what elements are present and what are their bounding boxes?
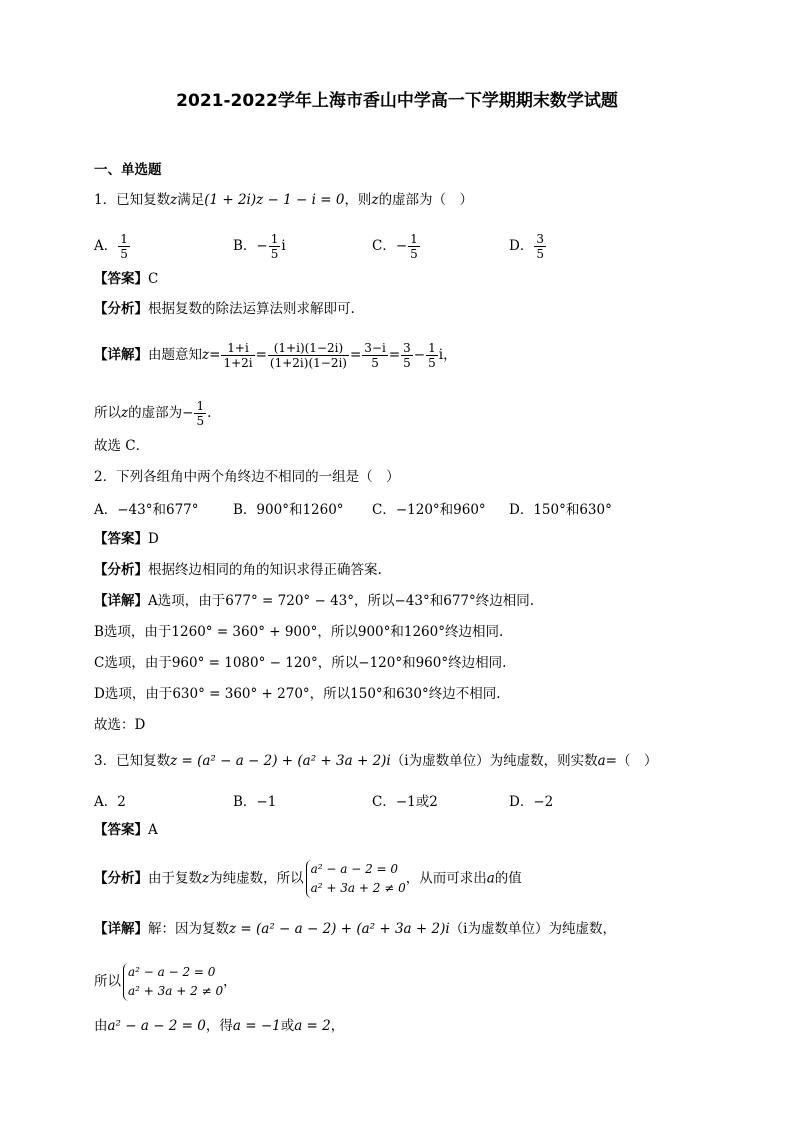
equation: a² − a − 2 = 0 xyxy=(107,1018,206,1034)
option-label: D． xyxy=(509,238,534,254)
var: z xyxy=(202,347,210,363)
page-title: 2021-2022学年上海市香山中学高一下学期期末数学试题 xyxy=(176,91,618,111)
equals: = xyxy=(349,347,362,363)
q1-answer xyxy=(94,270,158,288)
q1-analysis xyxy=(94,300,355,318)
q1-stem-text: 满足 xyxy=(177,192,205,208)
numerator: 1 xyxy=(120,232,128,246)
answer-tag: 【答案】 xyxy=(94,822,148,838)
detail-tag: 【详解】 xyxy=(94,593,148,609)
analysis-text: 的值 xyxy=(494,870,522,887)
q2-choose: 故选：D xyxy=(94,717,146,733)
q2-detail-a xyxy=(94,592,534,610)
q3-answer xyxy=(94,821,158,839)
detail-tag: 【详解】 xyxy=(94,347,148,363)
denominator: 5 xyxy=(196,414,205,428)
equation-system xyxy=(306,860,406,898)
text: 或 xyxy=(280,1018,295,1034)
answer-value: C xyxy=(148,271,159,287)
q1-stem-text: 的虚部为（ ） xyxy=(378,192,474,208)
q2-option-a: A．−43°和677° xyxy=(94,502,199,518)
denominator: 1+2i xyxy=(223,356,253,370)
q3-solve xyxy=(94,1017,344,1035)
q1-option-c xyxy=(372,232,421,261)
q1-detail xyxy=(94,341,457,370)
denominator: 5 xyxy=(410,247,418,261)
numerator: 1 xyxy=(196,399,205,413)
q3-analysis xyxy=(94,860,522,898)
q2-answer xyxy=(94,530,159,548)
stem-text: （i为虚数单位）为纯虚数，则实数 xyxy=(390,753,598,769)
fraction xyxy=(221,341,254,370)
denominator: 5 xyxy=(371,356,379,370)
answer-value: A xyxy=(148,822,158,838)
answer-value: D xyxy=(148,531,159,547)
analysis-text: ，从而可求出 xyxy=(405,870,487,887)
stem-text: =（ ） xyxy=(605,753,658,769)
sign: − xyxy=(395,238,408,254)
analysis-tag: 【分析】 xyxy=(94,562,148,578)
system-line: a² + 3a + 2 ≠ 0 xyxy=(128,984,224,998)
detail-text: 解：因为复数 xyxy=(148,921,229,937)
q1-stem-text: 1．已知复数 xyxy=(94,192,171,208)
punct: ， xyxy=(443,347,457,363)
denominator: 5 xyxy=(428,356,436,370)
imag-unit: i xyxy=(281,238,286,254)
fraction xyxy=(362,341,388,370)
punct: . xyxy=(207,405,212,421)
system-line: a² − a − 2 = 0 xyxy=(310,862,399,876)
answer-tag: 【答案】 xyxy=(94,531,148,547)
text: 的虚部为 xyxy=(128,405,183,421)
q2-stem: 2．下列各组角中两个角终边不相同的一组是（ ） xyxy=(94,469,400,485)
q1-var: z xyxy=(371,192,379,208)
fraction xyxy=(426,341,438,370)
q1-option-d xyxy=(509,232,547,261)
q1-stem-text: ，则 xyxy=(344,192,372,208)
q3-stem xyxy=(94,752,657,770)
q2-option-d: D．150°和630° xyxy=(509,502,612,518)
fraction xyxy=(401,341,413,370)
equals: = xyxy=(255,347,267,363)
analysis-text: 为纯虚数，所以 xyxy=(209,870,304,887)
q2-detail-c: C选项，由于960° = 1080° − 120°，所以−120°和960°终边相同. xyxy=(94,655,507,671)
q2-detail-d: D选项，由于630° = 360° + 270°，所以150°和630°终边不相同. xyxy=(94,686,501,702)
fraction xyxy=(408,232,420,261)
text: ，得 xyxy=(205,1018,233,1034)
option-label: A． xyxy=(94,238,118,254)
var: z xyxy=(121,405,129,421)
fraction xyxy=(194,399,206,428)
denominator: 5 xyxy=(120,247,128,261)
q3-option-b: B．−1 xyxy=(233,794,277,810)
q1-equation: (1 + 2i)z − 1 − i = 0 xyxy=(204,192,345,208)
detail-text: A选项，由于677° = 720° − 43°，所以−43°和677°终边相同. xyxy=(148,593,535,609)
numerator: 1 xyxy=(270,232,279,246)
punct: ， xyxy=(223,973,237,990)
minus: − xyxy=(413,347,426,363)
q3-option-a: A．2 xyxy=(94,794,126,810)
q2-option-c: C．−120°和960° xyxy=(372,502,486,518)
numerator: 3 xyxy=(536,232,544,246)
text: 所以 xyxy=(94,973,121,990)
answer-tag: 【答案】 xyxy=(94,271,148,287)
denominator: (1+2i)(1−2i) xyxy=(269,356,347,370)
q2-option-b: B．900°和1260° xyxy=(233,502,344,518)
numerator: 1+i xyxy=(221,341,254,356)
detail-tag: 【详解】 xyxy=(94,921,148,937)
fraction xyxy=(534,232,546,261)
numerator: 3 xyxy=(403,341,411,355)
q1-option-a xyxy=(94,232,131,261)
q3-equation: z = (a² − a − 2) + (a² + 3a + 2)i xyxy=(229,921,450,937)
denominator: 5 xyxy=(536,247,544,261)
numerator: 1 xyxy=(428,341,436,355)
q1-choose: 故选 C． xyxy=(94,438,150,454)
fraction xyxy=(269,232,281,261)
text: 所以 xyxy=(94,405,121,421)
imag-unit: i xyxy=(438,347,444,363)
equals: = xyxy=(209,347,221,363)
var: a xyxy=(486,870,495,887)
numerator: 3−i xyxy=(364,341,386,355)
fraction xyxy=(118,232,130,261)
numerator: 1 xyxy=(410,232,418,246)
text: 由 xyxy=(94,1018,108,1034)
sign: − xyxy=(256,238,268,254)
q3-option-c: C．−1或2 xyxy=(372,794,438,810)
q1-conclusion xyxy=(94,399,211,428)
detail-text: 由题意知 xyxy=(148,347,202,363)
q1-option-b xyxy=(233,232,286,261)
option-label: C． xyxy=(372,238,396,254)
punct: ， xyxy=(330,1018,345,1034)
q2-detail-b: B选项，由于1260° = 360° + 900°，所以900°和1260°终边相同. xyxy=(94,624,504,640)
denominator: 5 xyxy=(270,247,279,261)
q3-equation: z = (a² − a − 2) + (a² + 3a + 2)i xyxy=(170,753,391,769)
var: a xyxy=(597,753,606,769)
analysis-tag: 【分析】 xyxy=(94,301,148,317)
numerator: (1+i)(1−2i) xyxy=(268,341,349,356)
analysis-text: 根据复数的除法运算法则求解即可. xyxy=(148,301,355,317)
system-line: a² − a − 2 = 0 xyxy=(128,965,216,979)
q2-analysis xyxy=(94,561,382,579)
analysis-tag: 【分析】 xyxy=(94,870,148,887)
analysis-text: 根据终边相同的角的知识求得正确答案. xyxy=(148,562,382,578)
section-heading: 一、单选题 xyxy=(94,162,162,178)
detail-text: （i为虚数单位）为纯虚数， xyxy=(449,921,616,937)
stem-text: 3．已知复数 xyxy=(94,753,171,769)
root: a = 2 xyxy=(294,1018,331,1034)
system-line: a² + 3a + 2 ≠ 0 xyxy=(310,881,406,895)
var: z xyxy=(202,870,210,887)
q1-var: z xyxy=(170,192,178,208)
equation-system xyxy=(123,963,223,1001)
q3-detail xyxy=(94,920,616,938)
root: a = −1 xyxy=(232,1018,281,1034)
sign: − xyxy=(182,405,194,421)
denominator: 5 xyxy=(403,356,411,370)
q3-system xyxy=(94,963,237,1001)
fraction xyxy=(268,341,349,370)
option-label: B． xyxy=(233,238,257,254)
q1-stem xyxy=(94,191,473,209)
equals: = xyxy=(388,347,401,363)
analysis-text: 由于复数 xyxy=(148,870,202,887)
q3-option-d: D．−2 xyxy=(509,794,554,810)
